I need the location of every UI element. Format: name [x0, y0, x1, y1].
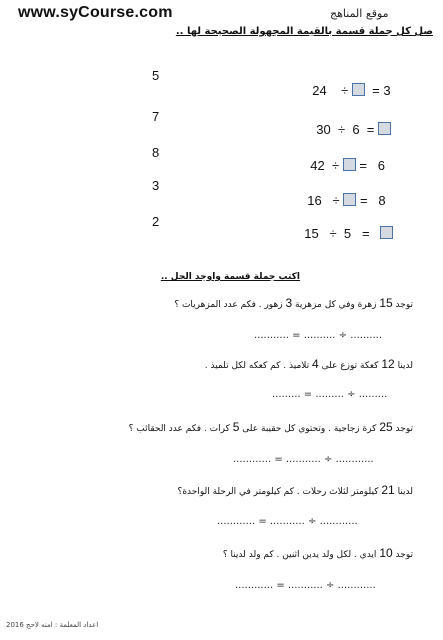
equals-sign: = [362, 226, 370, 241]
problem-number: 4 [312, 357, 319, 371]
equals-sign: = [366, 122, 375, 137]
division-sign: ÷ [337, 122, 346, 137]
equation-row [305, 68, 391, 98]
division-sign: ÷ [331, 158, 340, 173]
equals-sign: = [372, 83, 380, 98]
site-name-ar: موقع المناهج [330, 7, 389, 20]
quotient: 8 [378, 193, 386, 208]
word-problem [174, 296, 413, 310]
answer-line[interactable]: ............ = ........... ÷ ............ [217, 516, 358, 527]
dividend: 24 [312, 83, 327, 98]
problem-text: توجد [395, 424, 413, 434]
section1-title: صل كل جملة قسمة بالقيمة المجهولة الصحيحة لها .. [175, 26, 433, 37]
answer-line[interactable]: ............ = ........... ÷ ............ [233, 454, 374, 465]
word-problem [129, 420, 413, 434]
problem-text: زهرة وفي كل مزهرية [295, 300, 377, 310]
problem-text: تلاميذ . كم كعكه لكل تلميذ . [204, 361, 310, 371]
footer-credit: اعداد المعلمة : امنه لاحج 2016 [6, 621, 99, 629]
equals-sign: = [359, 193, 368, 208]
problem-text: زهور . فكم عدد المزهريات ؟ [174, 300, 283, 310]
answer-item: 3 [152, 178, 160, 193]
answer-box[interactable] [343, 193, 356, 206]
equation-row [297, 211, 393, 241]
dividend: 42 [310, 158, 325, 173]
answer-item: 7 [152, 109, 160, 124]
problem-text: كرة زجاجية . وتحتوي كل حقيبة على [242, 424, 377, 434]
answer-item: 5 [152, 68, 160, 83]
answer-box[interactable] [378, 122, 391, 135]
answer-item: 2 [152, 214, 160, 229]
answer-item: 8 [152, 145, 160, 160]
quotient: 6 [377, 158, 385, 173]
division-sign: ÷ [341, 83, 349, 98]
section2-title: اكتب جملة قسمة واوجد الحل .. [160, 272, 300, 282]
equation-row [303, 143, 385, 173]
problem-text: توجد [395, 550, 413, 560]
site-brand: www.syCourse.com [18, 4, 173, 21]
equation-row [309, 107, 391, 137]
dividend: 30 [316, 122, 331, 137]
problem-text: لدينا [397, 487, 413, 497]
problem-number: 21 [381, 483, 395, 497]
problem-text: كعكة توزع على [321, 361, 379, 371]
word-problem [223, 546, 413, 560]
problem-text: كيلومتر لثلاث رحلات . كم كيلومتر في الرحلة الواحدة؟ [177, 487, 379, 497]
equals-sign: = [359, 158, 367, 173]
problem-number: 5 [232, 420, 240, 434]
problem-text: توجد [395, 300, 413, 310]
answer-box[interactable] [352, 83, 365, 96]
answer-box[interactable] [343, 158, 356, 171]
dividend: 16 [307, 193, 322, 208]
problem-number: 10 [379, 546, 393, 560]
dividend: 15 [304, 226, 319, 241]
division-sign: ÷ [332, 193, 340, 208]
problem-text: لدينا [397, 361, 413, 371]
word-problem [178, 483, 413, 497]
quotient: 3 [383, 83, 391, 98]
problem-number: 15 [379, 296, 393, 310]
divisor: 5 [343, 226, 352, 241]
equation-row [300, 178, 386, 208]
problem-text: ايدي . لكل ولد يدين اثنين . كم ولد لدينا ؟ [222, 550, 377, 560]
answer-line[interactable]: ......... = ......... ÷ ......... [272, 389, 388, 400]
divisor: 6 [352, 122, 360, 137]
problem-number: 25 [379, 420, 393, 434]
problem-number: 3 [285, 296, 293, 310]
word-problem [205, 357, 413, 371]
division-sign: ÷ [329, 226, 337, 241]
answer-line[interactable]: ........... = .......... ÷ .......... [254, 330, 383, 341]
answer-box[interactable] [380, 226, 393, 239]
problem-number: 12 [381, 357, 395, 371]
answer-line[interactable]: ............ = ........... ÷ ............ [235, 580, 376, 591]
problem-text: كرات . فكم عدد الحقائب ؟ [128, 424, 230, 434]
